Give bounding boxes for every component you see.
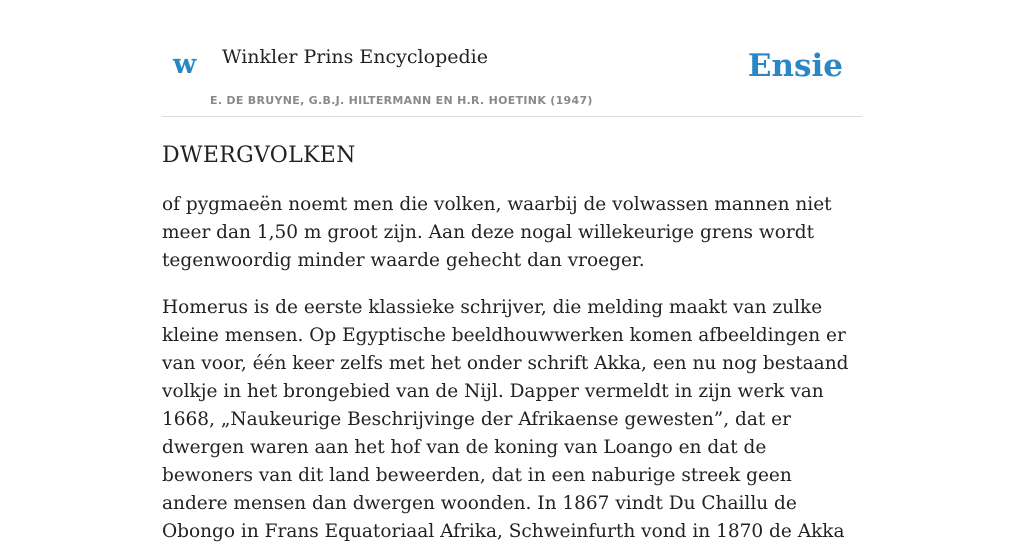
source-header <box>162 0 862 117</box>
article-paragraph: Homerus is de eerste klassieke schrijver, die melding maakt van zulke kleine mensen. Op Egyptische beeldhouwwerken komen afbeeldingen er van voor, één keer zelfs met het onder schrift Akka, een nu nog bestaand volkje in het brongebied van de Nijl. Dapper vermeldt in zijn werk van 1668, „Naukeurige Beschrijvinge der Afrikaense gewesten”, dat er dwergen waren aan het hof van de koning van Loango en dat de bewoners van dit land beweerden, dat in een naburige streek geen andere mensen dan dwergen woonden. In 1867 vindt Du Chaillu de Obongo in Frans Equatoriaal Afrika, Schweinfurth vond in 1870 de Akka <box>162 297 849 542</box>
article-title: DWERGVOLKEN <box>162 143 356 168</box>
ensie-logo-link[interactable]: Ensie <box>747 48 843 84</box>
source-logo-icon[interactable]: w <box>173 49 197 80</box>
content-container <box>162 0 862 546</box>
source-authors: E. DE BRUYNE, G.B.J. HILTERMANN EN H.R. HOETINK (1947) <box>210 94 593 107</box>
article-paragraph: of pygmaeën noemt men die volken, waarbij de volwassen mannen niet meer dan 1,50 m groot zijn. Aan deze nogal willekeurige grens wordt tegenwoordig minder waarde gehecht dan vroeger. <box>162 194 832 271</box>
source-title[interactable]: Winkler Prins Encyclopedie <box>222 46 488 68</box>
